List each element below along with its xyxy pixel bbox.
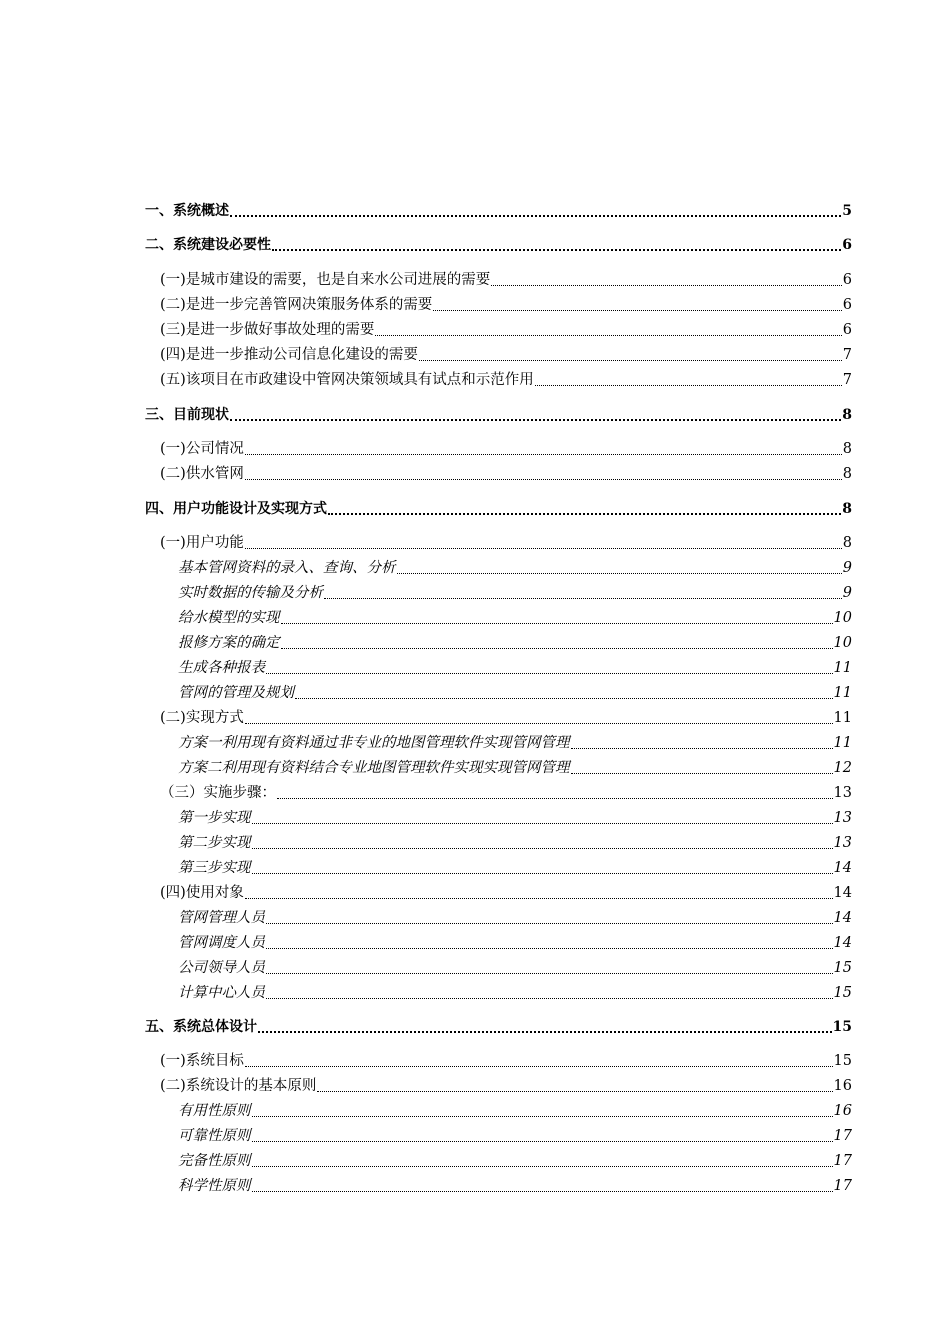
toc-entry-page: 10 bbox=[833, 635, 852, 651]
toc-dot-leader bbox=[272, 248, 841, 251]
toc-entry[interactable] bbox=[160, 1073, 852, 1095]
toc-dot-leader bbox=[491, 284, 841, 286]
toc-entry-page: 15 bbox=[833, 960, 852, 976]
toc-entry-title: (二)供水管网 bbox=[160, 466, 244, 482]
toc-entry-page: 8 bbox=[842, 466, 852, 482]
toc-entry[interactable] bbox=[145, 198, 852, 220]
toc-entry[interactable] bbox=[160, 436, 852, 458]
toc-dot-leader bbox=[252, 1140, 833, 1142]
toc-entry-page: 17 bbox=[833, 1153, 852, 1169]
toc-entry-title: 完备性原则 bbox=[178, 1153, 251, 1169]
toc-entry-title: (二)是进一步完善管网决策服务体系的需要 bbox=[160, 297, 433, 313]
toc-dot-leader bbox=[245, 722, 833, 724]
toc-entry-page: 17 bbox=[833, 1128, 852, 1144]
toc-dot-leader bbox=[571, 747, 833, 749]
toc-entry-title: (三)是进一步做好事故处理的需要 bbox=[160, 322, 375, 338]
toc-entry[interactable] bbox=[145, 496, 852, 518]
toc-entry-title: 第二步实现 bbox=[178, 835, 251, 851]
toc-dot-leader bbox=[266, 947, 833, 949]
toc-entry-page: 6 bbox=[842, 272, 852, 288]
toc-entry-title: (四)是进一步推动公司信息化建设的需要 bbox=[160, 347, 418, 363]
toc-entry-page: 11 bbox=[833, 735, 852, 751]
toc-entry-page: 13 bbox=[833, 810, 852, 826]
toc-dot-leader bbox=[245, 897, 833, 899]
toc-entry-title: 第三步实现 bbox=[178, 860, 251, 876]
toc-entry[interactable] bbox=[178, 1173, 852, 1195]
toc-entry-title: 一、系统概述 bbox=[145, 203, 229, 219]
toc-entry-title: 公司领导人员 bbox=[178, 960, 265, 976]
toc-entry-title: 实时数据的传输及分析 bbox=[178, 585, 323, 601]
toc-dot-leader bbox=[252, 822, 833, 824]
toc-dot-leader bbox=[252, 847, 833, 849]
toc-entry-title: 基本管网资料的录入、查询、分析 bbox=[178, 560, 396, 576]
toc-entry[interactable] bbox=[178, 655, 852, 677]
toc-entry-title: 方案二利用现有资料结合专业地图管理软件实现实现管网管理 bbox=[178, 760, 570, 776]
toc-entry[interactable] bbox=[178, 930, 852, 952]
toc-entry-page: 7 bbox=[842, 347, 852, 363]
toc-entry-title: 有用性原则 bbox=[178, 1103, 251, 1119]
toc-dot-leader bbox=[328, 512, 841, 515]
toc-entry-page: 8 bbox=[842, 501, 852, 517]
toc-entry[interactable] bbox=[178, 1123, 852, 1145]
toc-entry-title: (四)使用对象 bbox=[160, 885, 244, 901]
toc-entry-title: 生成各种报表 bbox=[178, 660, 265, 676]
toc-dot-leader bbox=[266, 922, 833, 924]
toc-entry[interactable] bbox=[178, 755, 852, 777]
toc-entry-title: (一)是城市建设的需要，也是自来水公司进展的需要 bbox=[160, 272, 491, 288]
toc-entry-title: 计算中心人员 bbox=[178, 985, 265, 1001]
toc-dot-leader bbox=[397, 572, 842, 574]
toc-entry[interactable] bbox=[160, 780, 852, 802]
toc-entry[interactable] bbox=[160, 317, 852, 339]
toc-entry-page: 14 bbox=[833, 860, 852, 876]
toc-entry-page: 15 bbox=[833, 1053, 852, 1069]
toc-entry[interactable] bbox=[178, 605, 852, 627]
toc-dot-leader bbox=[433, 309, 841, 311]
toc-entry-page: 9 bbox=[842, 560, 852, 576]
toc-entry-page: 6 bbox=[842, 322, 852, 338]
toc-entry[interactable] bbox=[178, 905, 852, 927]
toc-entry-title: 第一步实现 bbox=[178, 810, 251, 826]
toc-entry-page: 11 bbox=[833, 685, 852, 701]
toc-dot-leader bbox=[324, 597, 842, 599]
toc-dot-leader bbox=[258, 1030, 832, 1033]
toc-entry[interactable] bbox=[178, 630, 852, 652]
toc-entry-page: 11 bbox=[833, 710, 852, 726]
toc-entry[interactable] bbox=[178, 680, 852, 702]
toc-entry[interactable] bbox=[178, 555, 852, 577]
toc-dot-leader bbox=[419, 359, 842, 361]
toc-entry[interactable] bbox=[178, 830, 852, 852]
toc-entry[interactable] bbox=[178, 730, 852, 752]
toc-entry-page: 12 bbox=[833, 760, 852, 776]
toc-entry-page: 6 bbox=[842, 297, 852, 313]
toc-dot-leader bbox=[245, 547, 842, 549]
toc-entry-page: 5 bbox=[842, 203, 852, 219]
toc-dot-leader bbox=[277, 797, 833, 799]
toc-entry[interactable] bbox=[178, 955, 852, 977]
toc-entry[interactable] bbox=[178, 980, 852, 1002]
toc-dot-leader bbox=[281, 647, 833, 649]
toc-entry-page: 6 bbox=[842, 237, 852, 253]
toc-entry[interactable] bbox=[160, 267, 852, 289]
toc-entry-title: 报修方案的确定 bbox=[178, 635, 280, 651]
toc-entry-title: 给水模型的实现 bbox=[178, 610, 280, 626]
toc-dot-leader bbox=[252, 1190, 833, 1192]
toc-entry[interactable] bbox=[145, 1014, 852, 1036]
toc-entry-title: 方案一利用现有资料通过非专业的地图管理软件实现管网管理 bbox=[178, 735, 570, 751]
toc-entry-page: 15 bbox=[833, 985, 852, 1001]
toc-entry[interactable] bbox=[145, 232, 852, 254]
toc-entry-page: 15 bbox=[832, 1019, 852, 1035]
toc-entry-page: 17 bbox=[833, 1178, 852, 1194]
toc-entry[interactable] bbox=[160, 530, 852, 552]
toc-entry[interactable] bbox=[160, 1048, 852, 1070]
toc-entry-page: 8 bbox=[842, 441, 852, 457]
toc-entry-page: 14 bbox=[833, 935, 852, 951]
toc-dot-leader bbox=[245, 478, 842, 480]
toc-dot-leader bbox=[245, 453, 842, 455]
toc-entry-title: (一)公司情况 bbox=[160, 441, 244, 457]
toc-entry[interactable] bbox=[178, 580, 852, 602]
toc-dot-leader bbox=[245, 1065, 833, 1067]
toc-entry[interactable] bbox=[178, 805, 852, 827]
toc-dot-leader bbox=[266, 997, 833, 999]
toc-entry-page: 10 bbox=[833, 610, 852, 626]
toc-dot-leader bbox=[266, 672, 833, 674]
toc-entry[interactable] bbox=[178, 1148, 852, 1170]
toc-entry-title: 三、目前现状 bbox=[145, 407, 229, 423]
toc-entry-page: 8 bbox=[842, 407, 852, 423]
toc-entry-page: 16 bbox=[833, 1103, 852, 1119]
toc-entry-title: 管网调度人员 bbox=[178, 935, 265, 951]
toc-entry[interactable] bbox=[178, 855, 852, 877]
toc-dot-leader bbox=[266, 972, 833, 974]
toc-entry-title: (一)用户功能 bbox=[160, 535, 244, 551]
toc-entry[interactable] bbox=[160, 461, 852, 483]
toc-entry-title: 四、用户功能设计及实现方式 bbox=[145, 501, 327, 517]
toc-entry-page: 7 bbox=[842, 372, 852, 388]
toc-entry-title: 五、系统总体设计 bbox=[145, 1019, 257, 1035]
toc-entry-page: 13 bbox=[833, 835, 852, 851]
toc-entry[interactable] bbox=[145, 402, 852, 424]
toc-entry-title: (一)系统目标 bbox=[160, 1053, 244, 1069]
toc-entry-title: (二)系统设计的基本原则 bbox=[160, 1078, 317, 1094]
toc-entry[interactable] bbox=[160, 292, 852, 314]
toc-dot-leader bbox=[295, 697, 833, 699]
toc-entry-title: 管网的管理及规划 bbox=[178, 685, 294, 701]
toc-entry-page: 16 bbox=[833, 1078, 852, 1094]
toc-entry[interactable] bbox=[160, 342, 852, 364]
toc-entry-page: 14 bbox=[833, 885, 852, 901]
toc-entry-title: 可靠性原则 bbox=[178, 1128, 251, 1144]
toc-dot-leader bbox=[571, 772, 833, 774]
toc-entry[interactable] bbox=[160, 705, 852, 727]
toc-entry-title: 管网管理人员 bbox=[178, 910, 265, 926]
toc-dot-leader bbox=[375, 334, 841, 336]
toc-entry[interactable] bbox=[160, 367, 852, 389]
toc-entry[interactable] bbox=[160, 880, 852, 902]
toc-entry-page: 11 bbox=[833, 660, 852, 676]
toc-dot-leader bbox=[252, 1115, 833, 1117]
toc-dot-leader bbox=[230, 418, 841, 421]
toc-entry-page: 14 bbox=[833, 910, 852, 926]
toc-entry-title: 二、系统建设必要性 bbox=[145, 237, 271, 253]
toc-dot-leader bbox=[281, 622, 833, 624]
toc-dot-leader bbox=[535, 384, 842, 386]
toc-entry-title: 科学性原则 bbox=[178, 1178, 251, 1194]
toc-entry-page: 13 bbox=[833, 785, 852, 801]
toc-dot-leader bbox=[252, 1165, 833, 1167]
toc-dot-leader bbox=[317, 1090, 832, 1092]
toc-entry[interactable] bbox=[178, 1098, 852, 1120]
toc-entry-title: (二)实现方式 bbox=[160, 710, 244, 726]
toc-entry-title: (五)该项目在市政建设中管网决策领域具有试点和示范作用 bbox=[160, 372, 534, 388]
toc-entry-page: 8 bbox=[842, 535, 852, 551]
toc-dot-leader bbox=[252, 872, 833, 874]
toc-entry-page: 9 bbox=[842, 585, 852, 601]
toc-entry-title: （三）实施步骤： bbox=[160, 785, 276, 801]
toc-dot-leader bbox=[230, 214, 841, 217]
